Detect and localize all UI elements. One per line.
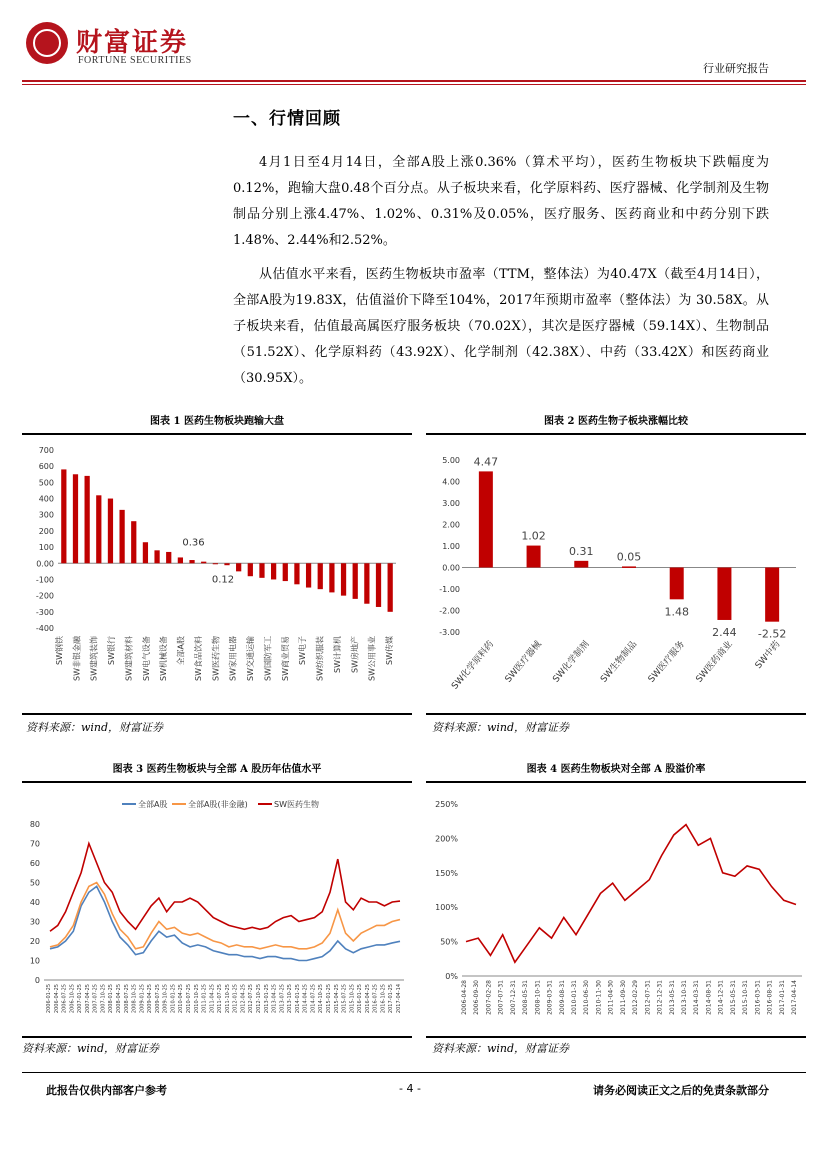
fig4-xtick: 2013-10-31 (681, 980, 688, 1015)
fig4-xtick: 2010-06-30 (583, 980, 591, 1015)
fig1-bar (108, 499, 113, 564)
fig4-xtick: 2008-10-31 (534, 980, 542, 1015)
fig1-xtick: SW交通运输 (246, 636, 256, 681)
fig1-source: 资料来源：wind，财富证券 (26, 721, 164, 734)
fig3-xtick: 2014-07-25 (310, 984, 317, 1014)
fig3-xtick: 2017-01-25 (388, 984, 395, 1014)
fig4-xtick: 2011-04-30 (607, 980, 615, 1015)
fig1-bar (259, 563, 264, 578)
fig4-ytick: 100% (435, 903, 458, 913)
fig1-bar (376, 563, 381, 607)
fig1-ytick: 500 (38, 478, 54, 488)
fig4-top-rule (426, 781, 806, 783)
fig4-xtick: 2016-08-31 (766, 980, 774, 1015)
fig2-bar (527, 546, 541, 568)
fig4-xtick: 2006-04-28 (461, 980, 468, 1015)
fig4-xtick: 2008-05-31 (522, 980, 530, 1015)
fig3-ytick: 70 (29, 839, 40, 849)
fig4-xtick: 2015-05-31 (729, 980, 737, 1015)
fig3-ytick: 30 (29, 917, 40, 927)
fig3-ytick: 80 (29, 820, 40, 829)
fig1-xtick: SW商业贸易 (280, 636, 290, 681)
fig3-xtick: 2015-07-25 (341, 984, 348, 1014)
fig4-xtick: 2006-09-30 (473, 980, 481, 1015)
fig2-ytick: -3.00 (439, 628, 460, 637)
fig2-xtick: SW生物制品 (599, 639, 640, 685)
fig1-bar (213, 563, 218, 564)
fig1-bar (85, 476, 90, 563)
fig3-xtick: 2014-10-25 (318, 984, 325, 1014)
fig4-xtick: 2010-11-30 (595, 980, 603, 1015)
fig4-ytick: 0% (445, 972, 458, 981)
fig1-bar (236, 563, 241, 571)
fig2-title: 图表 2 医药生物子板块涨幅比较 (544, 416, 688, 427)
fig2-data-label: 1.02 (521, 529, 546, 543)
fig1-bar (143, 542, 148, 563)
fig1-chart (22, 436, 412, 708)
fig1-bar (189, 560, 194, 563)
fig1-bar (353, 563, 358, 599)
fig4-title: 图表 4 医药生物板块对全部 A 股溢价率 (526, 764, 706, 775)
fig1-bar (248, 563, 253, 576)
footer-notice: 请务必阅读正文之后的免责条款部分 (593, 1084, 769, 1097)
section-title: 一、行情回顾 (233, 109, 341, 129)
fig4-xtick: 2014-03-31 (693, 980, 701, 1015)
fig3-xtick: 2012-01-25 (232, 984, 239, 1014)
fig2-top-rule (426, 433, 806, 435)
fig3-ytick: 10 (29, 956, 40, 966)
fig3-source: 资料来源：wind，财富证券 (22, 1042, 160, 1055)
fig1-bar (96, 495, 101, 563)
fig4-ytick: 150% (435, 868, 458, 878)
fig1-bar (61, 469, 66, 563)
fig2-xtick: SW医药商业 (694, 639, 735, 685)
fig3-xtick: 2008-10-25 (131, 984, 138, 1014)
fig1-xtick: SW传媒 (385, 636, 394, 665)
fig3-xtick: 2009-10-25 (162, 984, 169, 1014)
fig4-ytick: 250% (435, 800, 458, 809)
fig4-xtick: 2015-10-31 (742, 980, 750, 1015)
fig3-series-line (50, 883, 400, 949)
fig4-ytick: 50% (440, 937, 458, 947)
fig4-series-line (466, 825, 796, 963)
fig2-data-label: 0.05 (616, 550, 642, 564)
fig3-chart (22, 784, 412, 1032)
fig3-xtick: 2006-10-25 (69, 984, 76, 1014)
fig1-xtick: SW公用事业 (367, 636, 377, 681)
fig2-chart (426, 436, 806, 708)
fig1-bar (294, 563, 299, 584)
fig4-xtick: 2012-12-31 (656, 980, 664, 1015)
fig2-bottom-rule (426, 713, 806, 715)
fig3-xtick: 2016-01-25 (357, 984, 364, 1014)
fig1-xtick: SW家用电器 (228, 636, 238, 681)
fig1-ytick: 300 (38, 510, 54, 520)
fig1-bottom-rule (22, 713, 412, 715)
fig3-xtick: 2013-10-25 (287, 984, 294, 1014)
fig3-xtick: 2006-07-25 (61, 984, 68, 1014)
fig4-xtick: 2014-08-31 (705, 980, 713, 1015)
fig3-ytick: 20 (29, 937, 40, 946)
fig4-xtick: 2012-07-31 (644, 980, 652, 1015)
fig3-xtick: 2012-04-25 (240, 984, 247, 1014)
fig4-xtick: 2007-07-31 (497, 980, 505, 1015)
fig2-ytick: -2.00 (439, 606, 460, 616)
logo-text-en: FORTUNE SECURITIES (78, 55, 192, 66)
header-rule-thin (22, 84, 806, 85)
fig2-ytick: 3.00 (442, 499, 460, 508)
fig3-xtick: 2015-04-25 (333, 984, 340, 1014)
fig1-xtick: SW建筑装饰 (89, 636, 99, 681)
fig2-source: 资料来源：wind，财富证券 (432, 721, 570, 734)
fig1-bar (329, 563, 334, 592)
fig3-xtick: 2011-07-25 (217, 984, 224, 1014)
fig1-xtick: SW食品饮料 (193, 636, 203, 681)
fig3-xtick: 2008-07-25 (123, 984, 130, 1014)
fig3-xtick: 2012-07-25 (248, 984, 255, 1014)
fig3-xtick: 2011-01-25 (201, 984, 208, 1014)
fig4-xtick: 2013-05-31 (668, 980, 676, 1015)
page-number: - 4 - (399, 1082, 421, 1095)
fig2-data-label: 1.48 (664, 605, 689, 619)
fig3-xtick: 2008-04-25 (116, 984, 122, 1014)
fig1-xtick: SW机械设备 (159, 636, 169, 681)
fig3-xtick: 2010-04-25 (178, 984, 185, 1014)
fig1-xtick: SW房地产 (350, 636, 360, 673)
header-rule (22, 80, 806, 82)
fig1-ytick: -400 (35, 624, 54, 633)
fig2-bar (479, 471, 493, 567)
fig3-xtick: 2014-04-25 (302, 984, 309, 1014)
fig4-source: 资料来源：wind，财富证券 (432, 1042, 570, 1055)
fig1-xtick: SW银行 (107, 636, 117, 665)
fig4-xtick: 2011-09-30 (619, 980, 627, 1015)
fig2-ytick: 4.00 (442, 477, 460, 487)
fig3-xtick: 2011-04-25 (209, 984, 216, 1014)
fig2-ytick: 0.00 (442, 563, 460, 573)
fig1-ytick: 200 (38, 526, 54, 536)
fig3-ytick: 60 (29, 859, 40, 868)
fig2-data-label: 2.44 (712, 625, 737, 639)
fig2-data-label: 4.47 (473, 455, 499, 469)
fig4-xtick: 2012-02-29 (632, 980, 640, 1015)
fig4-xtick: 2007-02-28 (485, 980, 493, 1015)
fig2-bar (670, 568, 684, 600)
fig1-ytick: -200 (35, 591, 54, 601)
fig3-xtick: 2012-10-25 (256, 984, 262, 1014)
fig2-xtick: SW化学原料药 (450, 639, 497, 692)
fig2-xtick: SW医疗服务 (646, 639, 688, 685)
fig1-xtick: SW纺织服装 (315, 636, 325, 681)
fig1-xtick: SW国防军工 (263, 636, 273, 681)
fig1-xtick: SW医药生物 (211, 636, 221, 681)
fig3-xtick: 2008-01-25 (108, 984, 115, 1014)
paragraph-1: 4月1日至4月14日，全部A股上涨0.36%（算术平均），医药生物板块下跌幅度为0.12%，跑输大盘0.48个百分点。从子板块来看，化学原料药、医疗器械、化学制剂及生物制品分别上涨4.47%、1.02%、0.31%及0.05%，医疗服务、医药商业和中药分别下跌1.48%、2.44%和2.52%。 (233, 155, 769, 248)
fig3-series-line (50, 844, 400, 932)
fig2-xtick: SW化学制剂 (551, 639, 592, 685)
fig4-bottom-rule (426, 1036, 806, 1038)
fig1-bar (306, 563, 311, 587)
fig1-ytick: -100 (35, 575, 54, 585)
fig1-ytick: 0.00 (36, 559, 54, 569)
fig1-bar (131, 521, 136, 563)
fig1-bar (388, 563, 393, 612)
fig1-ytick: 600 (38, 462, 54, 472)
fig1-xtick: SW电气设备 (141, 636, 151, 681)
fig3-xtick: 2016-10-25 (380, 984, 387, 1014)
fig1-xtick: SW建筑材料 (124, 636, 134, 681)
fig3-title: 图表 3 医药生物板块与全部 A 股历年估值水平 (112, 764, 322, 775)
fig1-xtick: SW电子 (298, 636, 308, 665)
fig2-ytick: 2.00 (442, 520, 460, 530)
fig3-legend-label: SW医药生物 (274, 800, 319, 809)
fig4-xtick: 2016-03-31 (754, 980, 762, 1015)
fig1-bar (154, 550, 159, 563)
fig2-ytick: -1.00 (439, 585, 460, 594)
fig3-xtick: 2013-01-25 (263, 984, 270, 1014)
fig3-xtick: 2007-04-25 (84, 984, 91, 1014)
fig4-ytick: 200% (435, 834, 458, 844)
fig4-xtick: 2017-01-31 (778, 980, 786, 1015)
fig3-xtick: 2006-04-25 (53, 984, 60, 1014)
fig4-xtick: 2007-12-31 (509, 980, 517, 1015)
logo-text-cn: 财富证券 (76, 28, 189, 58)
fig1-annotation: 0.12 (211, 574, 235, 586)
fig3-xtick: 2013-04-25 (271, 984, 278, 1014)
fig1-title: 图表 1 医药生物板块跑输大盘 (150, 416, 284, 427)
fig3-xtick: 2006-01-25 (46, 984, 52, 1014)
fig4-xtick: 2009-08-31 (558, 980, 566, 1015)
fig1-xtick: SW计算机 (332, 636, 342, 673)
fig1-bar (283, 563, 288, 581)
fig3-xtick: 2017-04-14 (396, 984, 402, 1014)
logo-emblem (26, 22, 68, 64)
fig1-bar (201, 562, 206, 564)
fig2-xtick: SW医疗器械 (503, 639, 544, 685)
fig3-legend-label: 全部A股(非金融) (188, 800, 248, 809)
fig3-xtick: 2013-07-25 (279, 984, 286, 1014)
fig1-bar (224, 563, 229, 565)
fig3-xtick: 2014-01-25 (294, 984, 301, 1014)
fig1-ytick: 400 (38, 494, 54, 504)
fig1-ytick: 700 (38, 446, 54, 455)
fig1-annotation: 0.36 (182, 537, 205, 549)
fig1-ytick: -300 (35, 607, 54, 617)
fig4-xtick: 2014-12-31 (717, 980, 725, 1015)
fig2-ytick: 5.00 (442, 456, 460, 465)
fig2-ytick: 1.00 (442, 542, 460, 551)
fig2-xtick: SW中药 (753, 639, 783, 671)
fig3-xtick: 2010-10-25 (193, 984, 200, 1014)
fig3-xtick: 2016-07-25 (372, 984, 379, 1014)
fig1-bar (341, 563, 346, 595)
fig3-xtick: 2007-01-25 (77, 984, 84, 1014)
fig2-data-label: -2.52 (757, 627, 787, 641)
fig3-top-rule (22, 781, 412, 783)
fig2-bar (574, 561, 588, 568)
fig3-xtick: 2016-04-25 (364, 984, 371, 1014)
fig1-bar (271, 563, 276, 579)
fig1-bar (364, 563, 369, 603)
fig3-ytick: 40 (29, 898, 40, 907)
fig1-ytick: 100 (38, 543, 54, 553)
fig3-xtick: 2011-10-25 (224, 984, 231, 1014)
fig2-data-label: 0.31 (569, 544, 594, 558)
fig1-bar (178, 557, 183, 563)
report-type: 行业研究报告 (703, 62, 769, 75)
fig4-xtick: 2010-01-31 (571, 980, 578, 1015)
fig3-xtick: 2010-01-25 (170, 984, 177, 1014)
fig2-bar (717, 568, 731, 620)
fig3-ytick: 0 (34, 976, 40, 985)
fig2-bar (622, 566, 636, 568)
fig1-bar (318, 563, 323, 589)
fig1-bar (119, 510, 124, 563)
fig3-xtick: 2010-07-25 (186, 984, 192, 1014)
fig1-xtick: 全部A股 (176, 636, 186, 666)
fig1-xtick: SW钢铁 (55, 636, 64, 665)
paragraph-2: 从估值水平来看，医药生物板块市盈率（TTM，整体法）为40.47X（截至4月14日），全部A股为19.83X，估值溢价下降至104%，2017年预期市盈率（整体法）为 30.58X。从子板块来看，估值最高属医疗服务板块（70.02X），其次是医疗器械（59.14X）、生物制品（51.52X）、化学原料药（43.92X）、化学制剂（42.38X）、中药（33.42X）和医药商业（30.95X）。 (233, 267, 769, 386)
fig4-chart (426, 784, 806, 1032)
fig1-top-rule (22, 433, 412, 435)
footer-disclaimer: 此报告仅供内部客户参考 (46, 1084, 167, 1097)
fig1-xtick: SW非银金融 (72, 636, 82, 681)
fig1-bar (166, 552, 171, 563)
fig3-xtick: 2009-01-25 (139, 984, 146, 1014)
fig3-xtick: 2009-04-25 (147, 984, 154, 1014)
fig4-xtick: 2017-04-14 (791, 980, 798, 1015)
fig4-xtick: 2009-03-31 (546, 980, 554, 1015)
fig3-legend-label: 全部A股 (138, 800, 168, 809)
fig3-xtick: 2007-10-25 (100, 984, 107, 1014)
fig3-bottom-rule (22, 1036, 412, 1038)
fig3-xtick: 2009-07-25 (154, 984, 161, 1014)
fig3-xtick: 2007-07-25 (92, 984, 99, 1014)
footer-rule (22, 1072, 806, 1073)
fig3-ytick: 50 (29, 878, 40, 888)
fig3-xtick: 2015-01-25 (326, 984, 332, 1014)
fig2-bar (765, 568, 779, 622)
fig1-bar (73, 474, 78, 563)
fig3-xtick: 2015-10-25 (349, 984, 356, 1014)
